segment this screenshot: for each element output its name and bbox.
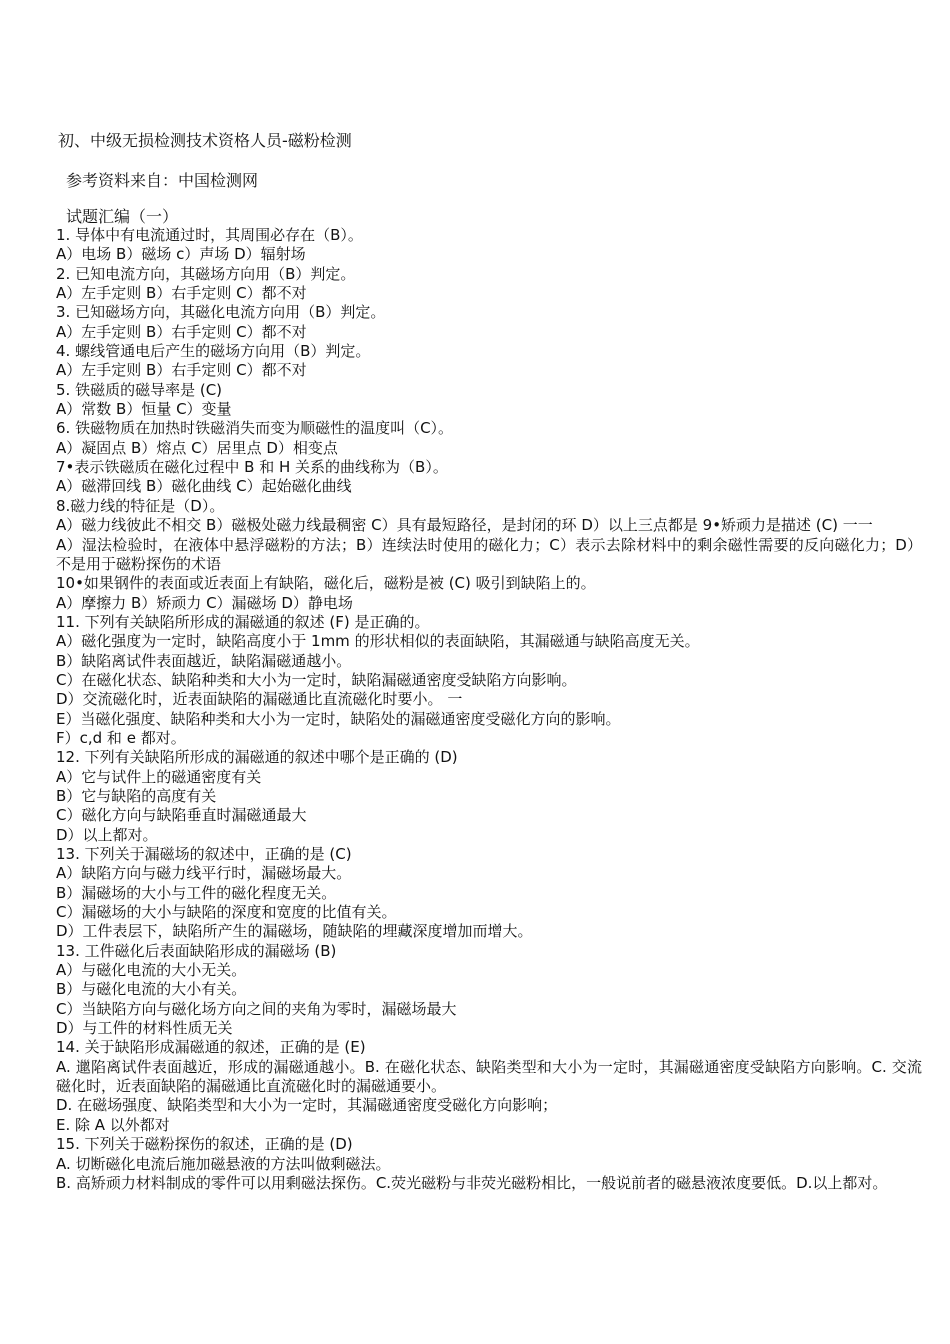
document-line: A）磁力线彼此不相交 B）磁极处磁力线最稠密 C）具有最短路径，是封闭的环 D）以上三点都是 9•矫顽力是描述 (C) 一一 <box>56 516 873 535</box>
document-title: 初、中级无损检测技术资格人员-磁粉检测 <box>58 131 352 150</box>
document-source: 参考资料来自：中国检测网 <box>66 171 259 190</box>
document-line: A）凝固点 B）熔点 C）居里点 D）相变点 <box>56 438 338 457</box>
document-line: D. 在磁场强度、缺陷类型和大小为一定时，其漏磁通密度受磁化方向影响； <box>56 1096 558 1115</box>
document-line: 14. 关于缺陷形成漏磁通的叙述，正确的是 (E) <box>56 1038 366 1057</box>
document-line: 11. 下列有关缺陷所形成的漏磁通的叙述 (F) 是正确的。 <box>56 612 430 631</box>
document-line: B）漏磁场的大小与工件的磁化程度无关。 <box>56 883 337 902</box>
document-line: 7•表示铁磁质在磁化过程中 B 和 H 关系的曲线称为（B）。 <box>56 458 448 477</box>
document-line: B. 高矫顽力材料制成的零件可以用剩磁法探伤。C.荧光磁粉与非荧光磁粉相比，一般说前者的磁悬液浓度要低。D.以上都对。 <box>56 1173 888 1192</box>
document-line: A）摩擦力 B）矫顽力 C）漏磁场 D）静电场 <box>56 593 353 612</box>
document-line: 6. 铁磁物质在加热时铁磁消失而变为顺磁性的温度叫（C）。 <box>56 419 454 438</box>
document-line: C）在磁化状态、缺陷种类和大小为一定时，缺陷漏磁通密度受缺陷方向影响。 <box>56 670 577 689</box>
document-line: A）磁滞回线 B）磁化曲线 C）起始磁化曲线 <box>56 477 352 496</box>
document-line: 10•如果钢件的表面或近表面上有缺陷，磁化后，磁粉是被 (C) 吸引到缺陷上的。 <box>56 574 596 593</box>
document-line: 13. 工件磁化后表面缺陷形成的漏磁场 (B) <box>56 941 337 960</box>
document-line: E. 除 A 以外都对 <box>56 1115 170 1134</box>
document-line: A）左手定则 B）右手定则 C）都不对 <box>56 361 307 380</box>
document-line: A）它与试件上的磁通密度有关 <box>56 767 262 786</box>
document-line: 12. 下列有关缺陷所形成的漏磁通的叙述中哪个是正确的 (D) <box>56 748 458 767</box>
document-line: D）交流磁化时，近表面缺陷的漏磁通比直流磁化时要小。 一 <box>56 690 463 709</box>
document-line: D）与工件的材料性质无关 <box>56 1019 233 1038</box>
document-line: 5. 铁磁质的磁导率是 (C) <box>56 380 223 399</box>
document-line: A）与磁化电流的大小无关。 <box>56 961 247 980</box>
document-line: A）左手定则 B）右手定则 C）都不对 <box>56 284 307 303</box>
document-line: A）缺陷方向与磁力线平行时，漏磁场最大。 <box>56 864 352 883</box>
document-line: C）当缺陷方向与磁化场方向之间的夹角为零时，漏磁场最大 <box>56 999 457 1018</box>
document-line: A）湿法检验时，在液体中悬浮磁粉的方法；B）连续法时使用的磁化力；C）表示去除材料中的剩余磁性需要的反向磁化力；D）不是用于磁粉探伤的术语 <box>56 535 922 573</box>
document-line: A）常数 B）恒量 C）变量 <box>56 400 232 419</box>
document-line: B）缺陷离试件表面越近，缺陷漏磁通越小。 <box>56 651 352 670</box>
document-line: D）工件表层下，缺陷所产生的漏磁场，随缺陷的埋藏深度增加而增大。 <box>56 922 533 941</box>
document-line: 8.磁力线的特征是（D）。 <box>56 496 225 515</box>
document-line: 2. 已知电流方向，其磁场方向用（B）判定。 <box>56 264 356 283</box>
document-line: C）磁化方向与缺陷垂直时漏磁通最大 <box>56 806 307 825</box>
document-line: 13. 下列关于漏磁场的叙述中，正确的是 (C) <box>56 845 352 863</box>
document-line: 1. 导体中有电流通过时，其周围必存在（B）。 <box>56 226 363 244</box>
document-line: A. 邋陷离试件表面越近，形成的漏磁通越小。B. 在磁化状态、缺陷类型和大小为一定时，其漏磁通密度受缺陷方向影响。C. 交流磁化时，近表面缺陷的漏磁通比直流磁化时的漏磁通要小。 <box>56 1057 922 1096</box>
document-line: A）左手定则 B）右手定则 C）都不对 <box>56 322 307 341</box>
document-line: A）电场 B）磁场 c）声场 D）辐射场 <box>56 245 306 264</box>
document-line: B）与磁化电流的大小有关。 <box>56 980 247 999</box>
document-line: A. 切断磁化电流后施加磁悬液的方法叫做剩磁法。 <box>56 1154 391 1173</box>
document-line: C）漏磁场的大小与缺陷的深度和宽度的比值有关。 <box>56 903 397 922</box>
section-heading: 试题汇编（一） <box>66 207 179 226</box>
document-line: E）当磁化强度、缺陷种类和大小为一定时，缺陷处的漏磁通密度受磁化方向的影响。 <box>56 709 621 728</box>
document-line: 15. 下列关于磁粉探伤的叙述，正确的是 (D) <box>56 1135 353 1154</box>
document-line: 3. 已知磁场方向，其磁化电流方向用（B）判定。 <box>56 303 386 322</box>
document-line: F）c,d 和 e 都对。 <box>56 728 186 747</box>
document-line: D）以上都对。 <box>56 825 158 844</box>
document-line: B）它与缺陷的高度有关 <box>56 786 217 805</box>
document-line: 4. 螺线管通电后产生的磁场方向用（B）判定。 <box>56 342 371 361</box>
document-line: A）磁化强度为一定时，缺陷高度小于 1mm 的形状相似的表面缺陷，其漏磁通与缺陷高度无关。 <box>56 632 700 651</box>
document-body <box>56 226 922 1193</box>
